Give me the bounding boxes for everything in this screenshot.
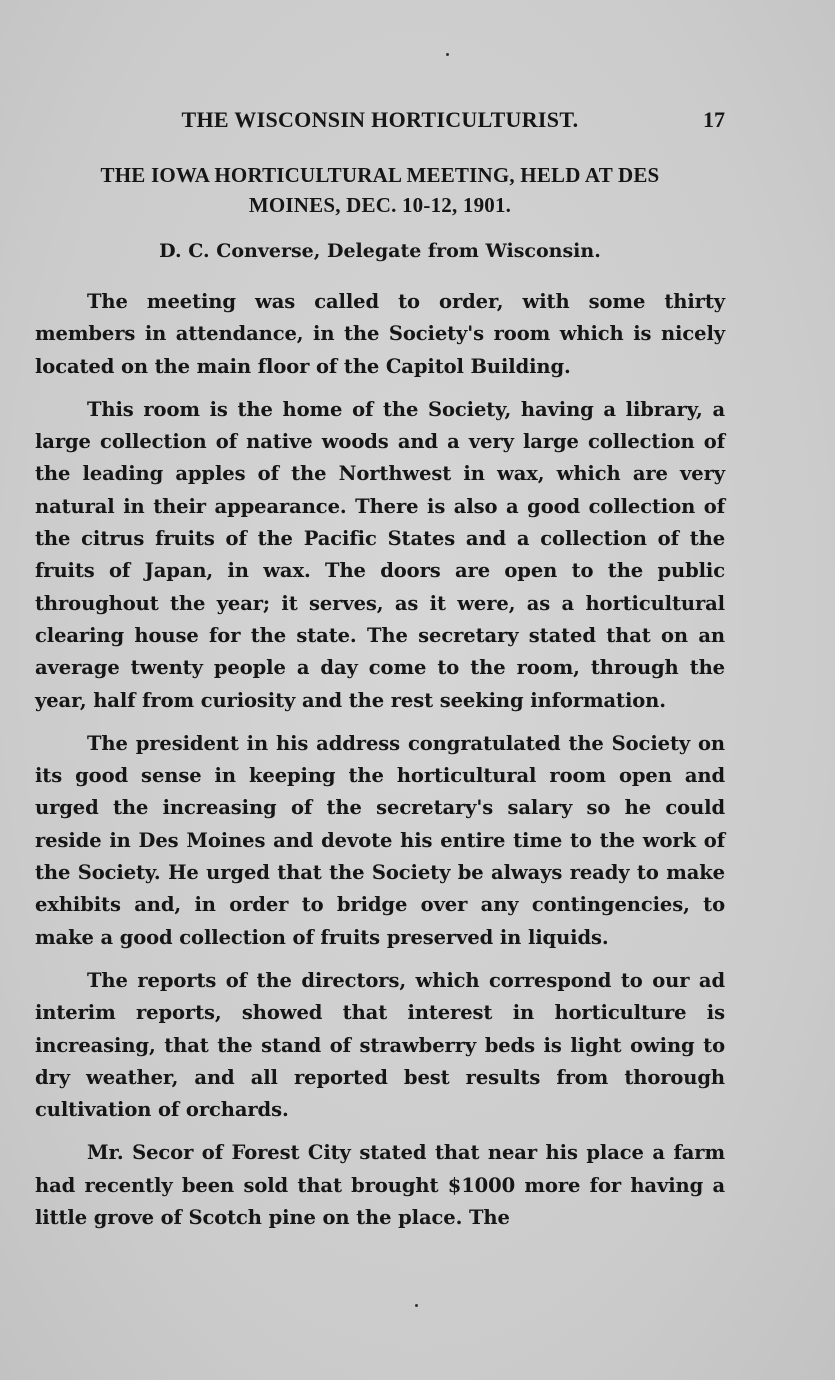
- ink-speck: [415, 1304, 418, 1307]
- paragraph: The reports of the directors, which correspond to our ad interim reports, showed that interest in horticulture is increasing, that the stand of strawberry beds is light owing to dry weather, and all reported best results from thorough cultivation of orchards.: [35, 968, 725, 1122]
- byline: D. C. Converse, Delegate from Wisconsin.: [159, 240, 601, 262]
- page-number: 17: [703, 107, 725, 132]
- paragraph: This room is the home of the Society, having a library, a large collection of native woods and a very large collection of the leading apples of the Northwest in wax, which are very natural in their appearance. There is also a good collection of the citrus fruits of the Pacific States and a collection of the fruits of Japan, in wax. The doors are open to the public throughout the year; it serves, as it were, as a horticultural clearing house for the state. The secretary stated that on an average twenty people a day come to the room, through the year, half from curiosity and the rest seeking information.: [35, 397, 725, 712]
- title-line: THE IOWA HORTICULTURAL MEETING, HELD AT DES: [100, 163, 660, 187]
- ink-speck: [446, 53, 449, 56]
- article-title: [35, 160, 725, 220]
- article-body: [35, 286, 725, 1245]
- paragraph: The president in his address congratulated the Society on its good sense in keeping the horticultural room open and urged the increasing of the secretary's salary so he could reside in Des Moines and devote his entire time to the work of the Society. He urged that the Society be always ready to make exhibits and, in order to bridge over any contingencies, to make a good collection of fruits preserved in liquids.: [35, 731, 725, 949]
- running-head: THE WISCONSIN HORTICULTURIST.: [181, 107, 579, 132]
- title-line: MOINES, DEC. 10-12, 1901.: [248, 193, 512, 217]
- paragraph: The meeting was called to order, with some thirty members in attendance, in the Society's room which is nicely located on the main floor of the Capitol Building.: [35, 290, 725, 378]
- paragraph: Mr. Secor of Forest City stated that near his place a farm had recently been sold that brought $1000 more for having a little grove of Scotch pine on the place. The: [35, 1141, 725, 1230]
- page-header: [35, 107, 725, 137]
